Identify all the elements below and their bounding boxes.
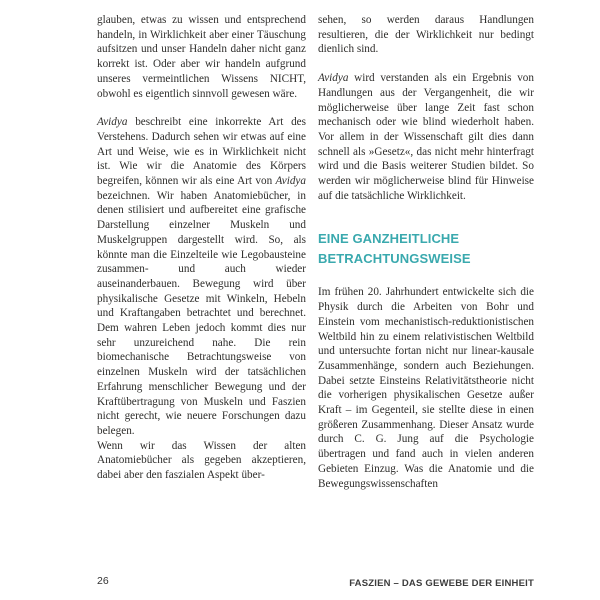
text-run: glauben, etwas zu wissen und entsprechend handeln, in Wirklichkeit aber einer Täuschung aufsitzen und unser Handeln daher nicht ganz korrekt ist. Oder aber wir handeln aufgrund unseres vermeintlichen Wissens NICHT, obwohl es eigentlich sinnvoll gewesen wäre.	[97, 14, 306, 100]
page-number: 26	[97, 575, 109, 587]
italic-term: Avidya	[97, 116, 128, 129]
paragraph	[97, 13, 306, 101]
italic-term: Avidya	[275, 175, 306, 188]
text-run: bezeichnen. Wir haben Anatomiebücher, in denen stilisiert und aufbereitet eine grafische Darstellung einzelner Muskeln und Muskelgruppen dargestellt wird. So, als könnte man die Einzelteile wie Legobausteine zusammen- und auch wieder auseinanderbauen. Bewegung wird über physikalische Gesetze mit Winkeln, Hebeln und Kraftangaben betrachtet und berechnet. Dem wahren Leben jedoch kommt dies nur sehr unzureichend nahe. Die rein biomechanische Betrachtungsweise von einzelnen Muskeln wird der tatsächlichen Erfahrung menschlicher Bewegung und der Kraftübertragung von Muskeln und Faszien nicht gerecht, wie neuere Forschungen dazu belegen.	[97, 189, 306, 437]
italic-term: Avidya	[318, 72, 349, 85]
right-column-top-paragraphs	[318, 13, 534, 203]
text-run: Im frühen 20. Jahrhundert entwickelte sich die Physik durch die Arbeiten von Bohr und Einstein vom mechanistisch-reduktionistischen Weltbild hin zu einem relativistischen Weltbild und untersuchte fortan nicht nur linear-kausale Zusammenhänge, sondern auch Beziehungen. Dabei setzte Einsteins Relativitätstheorie nicht die vorherigen physikalischen Gesetze außer Kraft – im Gegenteil, sie stellte diese in einen größeren Zusammenhang. Dieser Ansatz wurde durch C. G. Jung auf die Psychologie übertragen und fand auch in vielen anderen Gebieten Einzug. Was die Anatomie und die Bewegungswissenschaften	[318, 286, 534, 490]
paragraph	[97, 439, 306, 483]
text-column-left	[97, 13, 306, 483]
text-run: sehen, so werden daraus Handlungen resultieren, die der Wirklichkeit nur bedingt dienlich sind.	[318, 14, 534, 56]
right-column-bottom-paragraphs	[318, 285, 534, 491]
section-heading-line-2: BETRACHTUNGSWEISE	[318, 251, 471, 267]
section-heading-line-1: EINE GANZHEITLICHE	[318, 231, 460, 247]
paragraph	[318, 285, 534, 491]
text-run: wird verstanden als ein Ergebnis von Handlungen aus der Vergangenheit, die wir möglicherweise über lange Zeit fast schon mechanisch oder wie blind wiederholt haben. Vor allem in der Wissenschaft gilt dies dann schnell als »Gesetz«, das nicht mehr hinterfragt wird und die Basis weiterer Studien bildet. So werden wir möglicherweise blind für Hinweise auf die tatsächliche Wirklichkeit.	[318, 72, 534, 202]
paragraph	[318, 71, 534, 203]
paragraph	[318, 13, 534, 57]
text-run: beschreibt eine inkorrekte Art des Verstehens. Dadurch sehen wir etwas auf eine Art und Weise, wie es in Wirklichkeit nicht ist. Wie wir die Anatomie des Körpers begreifen, können wir als eine Art von	[97, 116, 306, 188]
text-run: Wenn wir das Wissen der alten Anatomiebücher als gegeben akzeptieren, dabei aber den faszialen Aspekt über-	[97, 439, 306, 482]
section-heading	[318, 229, 534, 269]
running-title: FASZIEN – DAS GEWEBE DER EINHEIT	[349, 578, 534, 589]
text-column-right	[318, 13, 534, 491]
paragraph	[97, 115, 306, 438]
